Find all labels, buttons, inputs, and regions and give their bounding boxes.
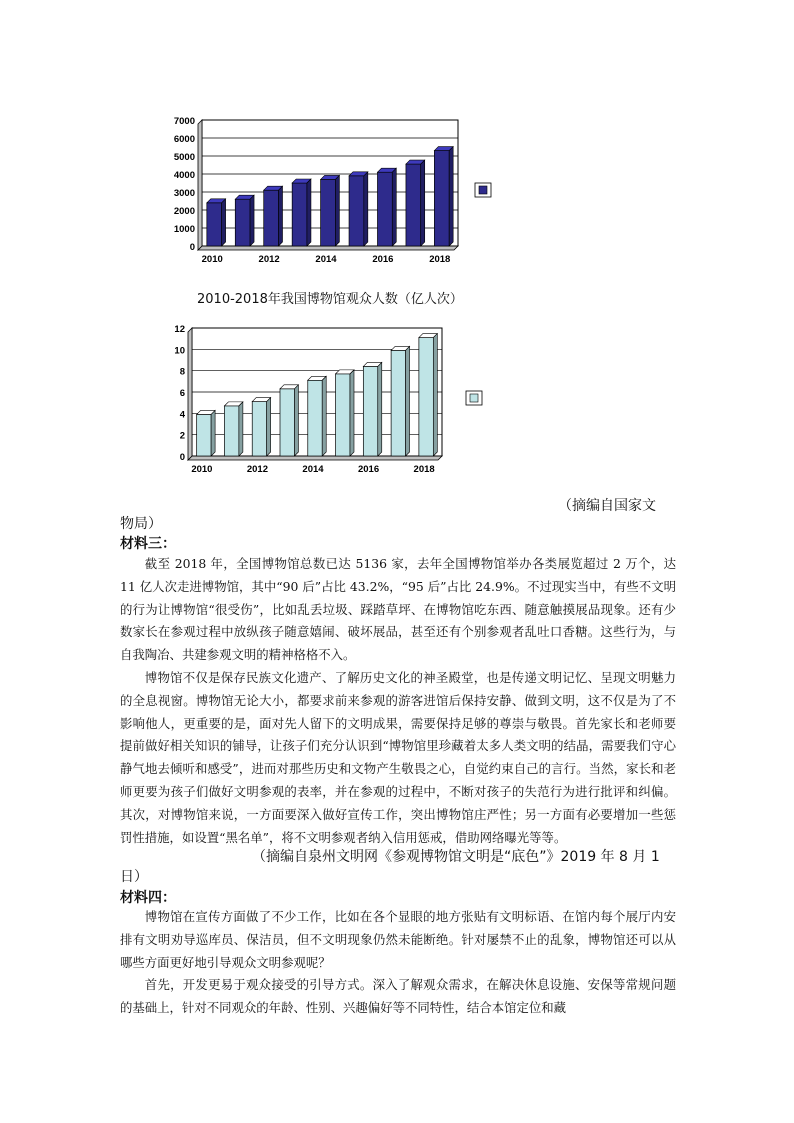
bar bbox=[434, 151, 449, 246]
bar-side bbox=[211, 410, 215, 456]
bar bbox=[406, 164, 421, 246]
bar-side bbox=[239, 402, 243, 456]
y-tick-label: 6000 bbox=[173, 134, 195, 145]
x-tick-label: 2014 bbox=[302, 464, 324, 475]
material-3-body bbox=[120, 553, 676, 849]
x-tick-label: 2014 bbox=[315, 254, 337, 265]
y-tick-label: 2000 bbox=[173, 206, 195, 217]
bar-side bbox=[406, 346, 410, 456]
x-tick-label: 2010 bbox=[201, 254, 223, 265]
material-4-paragraph-2: 首先，开发更易于观众接受的引导方式。深入了解观众需求，在解决休息设施、安保等常规问题的基础上，针对不同观众的年龄、性别、兴趣偏好等不同特性，结合本馆定位和藏 bbox=[120, 977, 676, 1016]
chart-museum-visitors bbox=[160, 320, 510, 480]
x-tick-label: 2016 bbox=[357, 464, 380, 475]
y-tick-label: 3000 bbox=[173, 188, 195, 199]
bar-side bbox=[250, 195, 254, 246]
source-note-2-cont: 日） bbox=[120, 869, 148, 885]
material-4-body bbox=[120, 906, 676, 1020]
y-tick-label: 7000 bbox=[173, 116, 195, 127]
bar bbox=[224, 406, 238, 456]
heading-material-3: 材料三： bbox=[120, 536, 176, 552]
bar bbox=[349, 176, 364, 246]
bar bbox=[308, 380, 322, 456]
y-tick-label: 2 bbox=[179, 430, 185, 442]
bar bbox=[377, 172, 392, 246]
bar bbox=[197, 414, 211, 456]
bar bbox=[280, 389, 294, 456]
bar-side bbox=[335, 175, 339, 246]
y-tick-label: 1000 bbox=[173, 224, 195, 235]
plot-side-wall bbox=[188, 328, 192, 460]
bar bbox=[419, 338, 433, 456]
bar bbox=[252, 402, 266, 456]
source-note-1: （摘编自国家文 bbox=[558, 498, 656, 514]
bar bbox=[391, 350, 405, 456]
bar-side bbox=[267, 398, 271, 456]
bar bbox=[235, 199, 250, 246]
bar-side bbox=[294, 385, 298, 456]
chart-museum-count bbox=[160, 110, 510, 270]
bar-side bbox=[392, 168, 396, 246]
y-tick-label: 4000 bbox=[173, 170, 195, 181]
bar-side bbox=[421, 160, 425, 246]
bar bbox=[264, 190, 279, 246]
plot-floor bbox=[198, 246, 458, 250]
heading-material-4: 材料四： bbox=[120, 890, 176, 906]
bar bbox=[207, 203, 222, 246]
legend-swatch bbox=[479, 186, 487, 194]
bar-side bbox=[378, 362, 382, 456]
x-tick-label: 2016 bbox=[372, 254, 394, 265]
bar-side bbox=[449, 147, 453, 246]
x-tick-label: 2010 bbox=[191, 464, 213, 475]
x-tick-label: 2012 bbox=[258, 254, 280, 265]
y-tick-label: 0 bbox=[189, 242, 195, 253]
y-tick-label: 12 bbox=[174, 324, 185, 335]
bar bbox=[292, 183, 307, 246]
x-tick-label: 2012 bbox=[246, 464, 269, 475]
y-tick-label: 10 bbox=[174, 345, 185, 357]
bar bbox=[336, 374, 350, 456]
legend-swatch bbox=[470, 394, 478, 402]
bar-side bbox=[279, 186, 283, 246]
y-tick-label: 0 bbox=[179, 452, 185, 463]
y-tick-label: 8 bbox=[179, 366, 185, 378]
material-4-paragraph-1: 博物馆在宣传方面做了不少工作，比如在各个显眼的地方张贴有文明标语、在馆内每个展厅内安排有文明劝导巡库员、保洁员，但不文明现象仍然未能断绝。针对屡禁不止的乱象，博物馆还可以从哪些方面更好地引导观众文明参观呢？ bbox=[120, 909, 676, 970]
source-note-1-cont: 物局） bbox=[120, 516, 162, 532]
bar-side bbox=[350, 370, 354, 456]
plot-side-wall bbox=[198, 120, 202, 250]
y-tick-label: 5000 bbox=[173, 152, 195, 163]
source-note-2: （摘编自泉州文明网《参观博物馆文明是“底色”》2019 年 8 月 1 bbox=[252, 849, 660, 865]
x-tick-label: 2018 bbox=[429, 254, 451, 265]
bar-side bbox=[307, 179, 311, 246]
bar bbox=[363, 366, 377, 456]
chart-visitors-caption: 2010-2018年我国博物馆观众人数（亿人次） bbox=[197, 292, 463, 307]
plot-floor bbox=[188, 456, 442, 460]
bar-side bbox=[322, 376, 326, 456]
bar-side bbox=[433, 334, 437, 456]
material-3-paragraph-1: 截至 2018 年，全国博物馆总数已达 5136 家，去年全国博物馆举办各类展览超过 2 万个，达 11 亿人次走进博物馆，其中“90 后”占比 43.2%，“95 后”占比 24.9%。不过现实当中，有些不文明的行为让博物馆“很受伤”，比如乱丢垃圾、踩踏草坪、在博物馆吃东西、随意触摸展品现象。还有少数家长在参观过程中放纵孩子随意嬉闹、破坏展品，甚至还有个别参观者乱吐口香糖。这些行为，与自我陶冶、共建参观文明的精神格格不入。 bbox=[120, 556, 676, 663]
bar-side bbox=[222, 199, 226, 246]
y-tick-label: 4 bbox=[179, 409, 185, 421]
bar bbox=[321, 179, 336, 246]
y-tick-label: 6 bbox=[179, 388, 185, 399]
material-3-paragraph-2: 博物馆不仅是保存民族文化遗产、了解历史文化的神圣殿堂，也是传递文明记忆、呈现文明魅力的全息视窗。博物馆无论大小，都要求前来参观的游客进馆后保持安静、做到文明，这不仅是为了不影响他人，更重要的是，面对先人留下的文明成果，需要保持足够的尊崇与敬畏。首先家长和老师要提前做好相关知识的铺导，让孩子们充分认识到“博物馆里珍藏着太多人类文明的结晶，需要我们守心静气地去倾听和感受”，进而对那些历史和文物产生敬畏之心，自觉约束自己的言行。当然，家长和老师更要为孩子们做好文明参观的表率，并在参观的过程中，不断对孩子的失范行为进行批评和纠偏。其次，对博物馆来说，一方面要深入做好宣传工作，突出博物馆庄严性；另一方面有必要增加一些惩罚性措施，如设置“黑名单”，将不文明参观者纳入信用惩戒，借助网络曝光等等。 bbox=[120, 669, 676, 845]
x-tick-label: 2018 bbox=[413, 464, 435, 475]
bar-side bbox=[364, 172, 368, 246]
